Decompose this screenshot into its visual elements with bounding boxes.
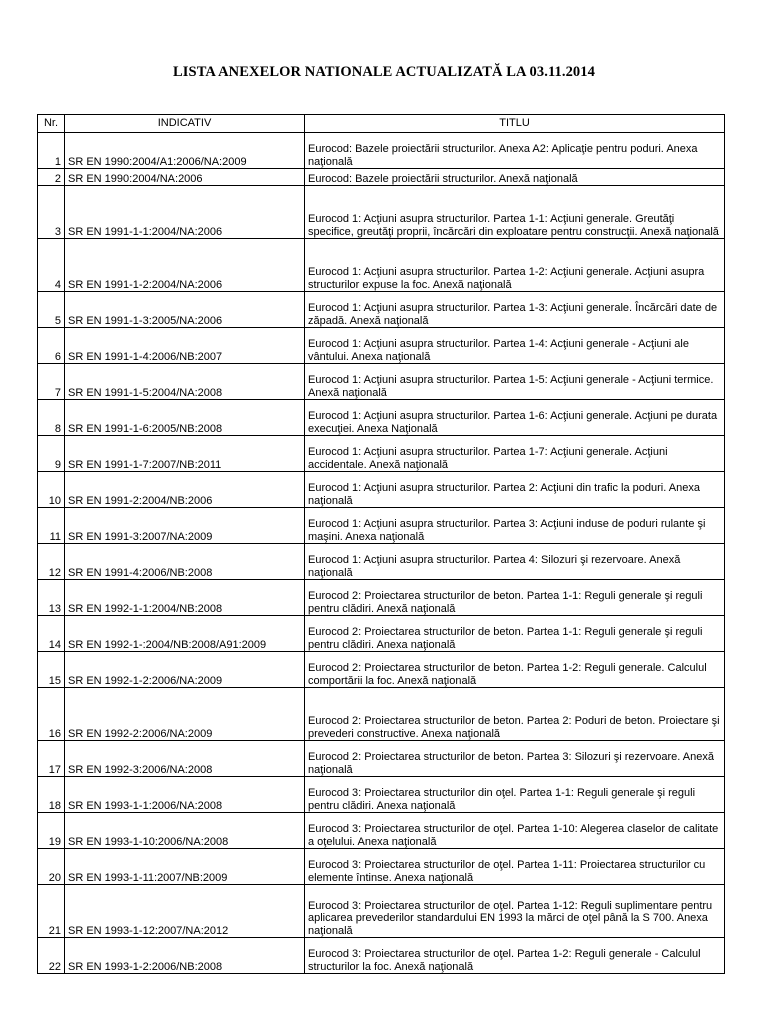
row-indicativ: SR EN 1993-1-11:2007/NB:2009 [65, 849, 305, 885]
row-titlu: Eurocod: Bazele proiectării structurilor. Anexa A2: Aplicaţie pentru poduri. Anexa naţională [305, 133, 725, 169]
row-indicativ: SR EN 1992-1-:2004/NB:2008/A91:2009 [65, 616, 305, 652]
table-row [38, 616, 725, 652]
header-titlu: TITLU [305, 115, 725, 133]
row-titlu: Eurocod 1: Acţiuni asupra structurilor. Partea 1-1: Acţiuni generale. Greutăţi specifice, greutăţi proprii, încărcări din exploatare pentru construcţii. Anexă naţională [305, 186, 725, 239]
row-number: 1 [38, 133, 65, 169]
table-row [38, 580, 725, 616]
annex-table [37, 114, 725, 974]
row-titlu: Eurocod 3: Proiectarea structurilor de oţel. Partea 1-11: Proiectarea structurilor cu elemente întinse. Anexa naţională [305, 849, 725, 885]
table-row [38, 364, 725, 400]
row-number: 11 [38, 508, 65, 544]
page-title: LISTA ANEXELOR NATIONALE ACTUALIZATĂ LA 03.11.2014 [173, 64, 595, 80]
row-indicativ: SR EN 1990:2004/NA:2006 [65, 169, 305, 186]
row-titlu: Eurocod 1: Acţiuni asupra structurilor. Partea 1-3: Acţiuni generale. Încărcări date de zăpadă. Anexă naţională [305, 292, 725, 328]
row-titlu: Eurocod 1: Acţiuni asupra structurilor. Partea 2: Acţiuni din trafic la poduri. Anexa naţională [305, 472, 725, 508]
table-row [38, 544, 725, 580]
row-titlu: Eurocod 1: Acţiuni asupra structurilor. Partea 1-2: Acţiuni generale. Acţiuni asupra structurilor expuse la foc. Anexă naţională [305, 239, 725, 292]
row-number: 21 [38, 885, 65, 938]
row-number: 19 [38, 813, 65, 849]
row-indicativ: SR EN 1991-1-2:2004/NA:2006 [65, 239, 305, 292]
row-indicativ: SR EN 1991-4:2006/NB:2008 [65, 544, 305, 580]
table-header-row [38, 115, 725, 133]
row-indicativ: SR EN 1992-1-1:2004/NB:2008 [65, 580, 305, 616]
row-indicativ: SR EN 1991-1-6:2005/NB:2008 [65, 400, 305, 436]
row-number: 16 [38, 688, 65, 741]
table-row [38, 885, 725, 938]
table-row [38, 239, 725, 292]
row-titlu: Eurocod: Bazele proiectării structurilor. Anexă naţională [305, 169, 725, 186]
row-number: 17 [38, 741, 65, 777]
table-row [38, 813, 725, 849]
row-titlu: Eurocod 3: Proiectarea structurilor de oţel. Partea 1-12: Reguli suplimentare pentru aplicarea prevederilor standardului EN 1993 la mărci de oţel până la S 700. Anexa naţională [305, 885, 725, 938]
row-titlu: Eurocod 1: Acţiuni asupra structurilor. Partea 3: Acţiuni induse de poduri rulante şi maşini. Anexa naţională [305, 508, 725, 544]
row-number: 2 [38, 169, 65, 186]
row-titlu: Eurocod 3: Proiectarea structurilor de oţel. Partea 1-10: Alegerea claselor de calitate a oţelului. Anexa naţională [305, 813, 725, 849]
table-row [38, 777, 725, 813]
header-nr: Nr. [38, 115, 65, 133]
row-titlu: Eurocod 1: Acţiuni asupra structurilor. Partea 4: Silozuri şi rezervoare. Anexă naţională [305, 544, 725, 580]
row-titlu: Eurocod 1: Acţiuni asupra structurilor. Partea 1-7: Acţiuni generale. Acţiuni accidentale. Anexă naţională [305, 436, 725, 472]
row-indicativ: SR EN 1993-1-2:2006/NB:2008 [65, 938, 305, 974]
row-indicativ: SR EN 1993-1-1:2006/NA:2008 [65, 777, 305, 813]
row-number: 20 [38, 849, 65, 885]
row-indicativ: SR EN 1992-2:2006/NA:2009 [65, 688, 305, 741]
table-row [38, 400, 725, 436]
row-number: 4 [38, 239, 65, 292]
row-titlu: Eurocod 1: Acţiuni asupra structurilor. Partea 1-4: Acţiuni generale - Acţiuni ale vântului. Anexa naţională [305, 328, 725, 364]
row-number: 6 [38, 328, 65, 364]
row-indicativ: SR EN 1991-2:2004/NB:2006 [65, 472, 305, 508]
table-row [38, 472, 725, 508]
table-row [38, 508, 725, 544]
row-indicativ: SR EN 1991-1-5:2004/NA:2008 [65, 364, 305, 400]
table-body [38, 133, 725, 974]
row-indicativ: SR EN 1993-1-10:2006/NA:2008 [65, 813, 305, 849]
row-indicativ: SR EN 1990:2004/A1:2006/NA:2009 [65, 133, 305, 169]
table-row [38, 688, 725, 741]
row-number: 5 [38, 292, 65, 328]
table-row [38, 186, 725, 239]
row-number: 10 [38, 472, 65, 508]
row-number: 9 [38, 436, 65, 472]
row-titlu: Eurocod 1: Acţiuni asupra structurilor. Partea 1-6: Acţiuni generale. Acţiuni pe durata execuţiei. Anexa Naţională [305, 400, 725, 436]
row-number: 3 [38, 186, 65, 239]
header-indicativ: INDICATIV [65, 115, 305, 133]
row-titlu: Eurocod 2: Proiectarea structurilor de beton. Partea 1-1: Reguli generale şi reguli pentru clădiri. Anexă naţională [305, 580, 725, 616]
row-indicativ: SR EN 1993-1-12:2007/NA:2012 [65, 885, 305, 938]
row-number: 15 [38, 652, 65, 688]
row-titlu: Eurocod 2: Proiectarea structurilor de beton. Partea 1-2: Reguli generale. Calculul comportării la foc. Anexă naţională [305, 652, 725, 688]
row-indicativ: SR EN 1991-3:2007/NA:2009 [65, 508, 305, 544]
table-row [38, 328, 725, 364]
row-titlu: Eurocod 1: Acţiuni asupra structurilor. Partea 1-5: Acţiuni generale - Acţiuni termice. Anexă naţională [305, 364, 725, 400]
row-number: 18 [38, 777, 65, 813]
row-titlu: Eurocod 2: Proiectarea structurilor de beton. Partea 2: Poduri de beton. Proiectare şi prevederi constructive. Anexa naţională [305, 688, 725, 741]
table-row [38, 133, 725, 169]
row-number: 14 [38, 616, 65, 652]
row-number: 13 [38, 580, 65, 616]
row-indicativ: SR EN 1991-1-3:2005/NA:2006 [65, 292, 305, 328]
row-number: 8 [38, 400, 65, 436]
row-indicativ: SR EN 1991-1-1:2004/NA:2006 [65, 186, 305, 239]
table-row [38, 741, 725, 777]
table-row [38, 292, 725, 328]
row-number: 22 [38, 938, 65, 974]
row-titlu: Eurocod 3: Proiectarea structurilor de oţel. Partea 1-2: Reguli generale - Calculul structurilor la foc. Anexă naţională [305, 938, 725, 974]
table-row [38, 169, 725, 186]
row-indicativ: SR EN 1992-3:2006/NA:2008 [65, 741, 305, 777]
table-row [38, 652, 725, 688]
row-number: 12 [38, 544, 65, 580]
row-titlu: Eurocod 2: Proiectarea structurilor de beton. Partea 1-1: Reguli generale şi reguli pentru clădiri. Anexa naţională [305, 616, 725, 652]
row-titlu: Eurocod 2: Proiectarea structurilor de beton. Partea 3: Silozuri şi rezervoare. Anexă naţională [305, 741, 725, 777]
table-row [38, 938, 725, 974]
row-indicativ: SR EN 1991-1-7:2007/NB:2011 [65, 436, 305, 472]
row-titlu: Eurocod 3: Proiectarea structurilor din oţel. Partea 1-1: Reguli generale şi reguli pentru clădiri. Anexa naţională [305, 777, 725, 813]
row-indicativ: SR EN 1991-1-4:2006/NB:2007 [65, 328, 305, 364]
table-row [38, 436, 725, 472]
table-row [38, 849, 725, 885]
row-indicativ: SR EN 1992-1-2:2006/NA:2009 [65, 652, 305, 688]
row-number: 7 [38, 364, 65, 400]
